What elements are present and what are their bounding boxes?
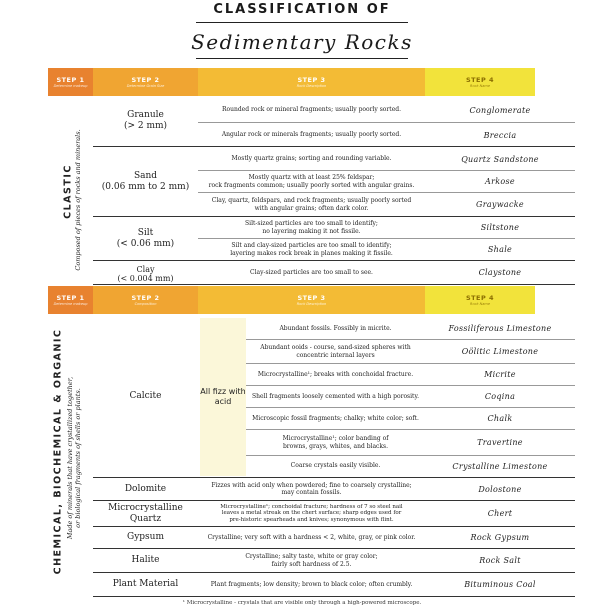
size-range: (< 0.004 mm) xyxy=(117,274,174,283)
rock-name-micrite: Micrite xyxy=(484,370,516,379)
size-name: Sand xyxy=(133,171,158,181)
rock-name-chalk: Chalk xyxy=(487,414,513,423)
desc-conglomerate xyxy=(198,99,425,121)
step-label: STEP 1 xyxy=(56,294,85,302)
desc-claystone xyxy=(198,261,425,284)
chemical-side-subtitle-1: Made of minerals that have crystallized together, xyxy=(66,376,74,540)
step-desc: Determine Grain Size xyxy=(126,84,165,88)
separator xyxy=(93,596,575,597)
desc-graywacke xyxy=(198,193,425,216)
step-desc: Rock Name xyxy=(470,84,490,88)
desc-line: Shell fragments loosely cemented with a high porosity. xyxy=(252,392,419,400)
chemical-section xyxy=(48,286,575,598)
rock-name-quartz-sandstone: Quartz Sandstone xyxy=(461,154,539,164)
size-clay xyxy=(93,262,198,286)
desc-line: Microcrystalline¹; breaks with conchoidal fracture. xyxy=(257,370,414,378)
desc-travertine xyxy=(246,430,425,455)
desc-breccia xyxy=(198,124,425,146)
step-desc: Rock Description xyxy=(296,84,327,88)
desc-line: Mostly quartz with at least 25% feldspar; xyxy=(248,174,375,181)
rock-name-breccia: Breccia xyxy=(483,130,517,140)
rock-name-chert: Chert xyxy=(487,509,513,518)
clastic-step2-header xyxy=(93,68,198,96)
desc-line: layering makes rock break in planes making it fissile. xyxy=(230,249,393,257)
desc-dolostone xyxy=(198,478,425,500)
desc-line: Silt and clay-sized particles are too small to identify; xyxy=(231,242,392,249)
size-range: (> 2 mm) xyxy=(123,121,168,131)
chemical-side-subtitle-2: or biological fragments of shells or plants. xyxy=(74,388,82,528)
size-name: Silt xyxy=(137,228,154,238)
rock-name-siltstone: Siltstone xyxy=(480,223,520,232)
rock-name-bituminous-coal: Bituminous Coal xyxy=(464,580,536,589)
composition-gypsum: Gypsum xyxy=(127,532,164,542)
desc-bituminous-coal xyxy=(198,573,425,596)
step-label: STEP 3 xyxy=(297,76,326,84)
chemical-side-title: CHEMICAL, BIOCHEMICAL & ORGANIC xyxy=(52,328,64,575)
composition-calcite: Calcite xyxy=(129,390,162,401)
rock-name-travertine: Travertine xyxy=(477,438,523,447)
desc-line: Clay, quartz, feldspars, and rock fragments; usually poorly sorted xyxy=(211,197,412,204)
footnote: ¹ Microcrystalline - crystals that are visible only through a high-powered microscope. xyxy=(182,600,422,606)
step-label: STEP 1 xyxy=(56,76,85,84)
desc-line: browns, grays, whites, and blacks. xyxy=(282,442,389,450)
clastic-side-subtitle: Composed of pieces of rocks and minerals. xyxy=(74,129,82,271)
page-title: Sedimentary Rocks xyxy=(191,30,413,54)
rock-name-dolostone: Dolostone xyxy=(478,484,522,494)
composition-microcrystalline-quartz: Microcrystalline Quartz xyxy=(108,502,183,524)
step-label: STEP 4 xyxy=(465,294,495,302)
desc-crystalline-limestone xyxy=(246,456,425,476)
desc-line: concentric internal layers xyxy=(296,351,375,359)
separator xyxy=(93,146,575,147)
desc-line: Microscopic fossil fragments; chalky; white color; soft. xyxy=(252,414,419,422)
step-label: STEP 2 xyxy=(131,76,160,84)
chemical-step1-header xyxy=(48,286,93,314)
step-label: STEP 4 xyxy=(465,76,495,84)
size-silt xyxy=(93,218,198,260)
desc-quartz-sandstone xyxy=(198,148,425,170)
clastic-step3-header xyxy=(198,68,425,96)
desc-micrite xyxy=(246,364,425,385)
desc-line: Crystalline; very soft with a hardness < 2, white, gray, or pink color. xyxy=(207,533,416,541)
desc-line: Clay-sized particles are too small to see. xyxy=(250,268,373,276)
size-name: Granule xyxy=(127,110,164,120)
step-label: STEP 3 xyxy=(297,294,326,302)
chemical-step2-header xyxy=(93,286,198,314)
desc-line: Abundant ooids - course, sand-sized spheres with xyxy=(260,344,411,351)
clastic-step4-header xyxy=(425,68,535,96)
clastic-step1-header xyxy=(48,68,93,96)
title-top: CLASSIFICATION OF xyxy=(213,2,391,17)
composition-plant-material: Plant Material xyxy=(112,579,179,589)
composition-halite: Halite xyxy=(131,555,160,565)
rock-name-arkose: Arkose xyxy=(485,177,515,186)
desc-line: Rounded rock or mineral fragments; usually poorly sorted. xyxy=(221,106,402,114)
clastic-section xyxy=(48,68,575,284)
desc-line: Abundant fossils. Fossibly in micrite. xyxy=(279,324,392,332)
chemical-step3-header xyxy=(198,286,425,314)
desc-chalk xyxy=(246,408,425,429)
title-rule-bottom xyxy=(196,58,408,59)
clastic-side-title: CLASTIC xyxy=(62,164,74,219)
step-desc: Rock Description xyxy=(296,302,327,306)
composition-dolomite: Dolomite xyxy=(124,483,167,494)
desc-rock-salt xyxy=(198,549,425,572)
step-desc: Composition xyxy=(134,302,157,306)
rock-name-graywacke: Graywacke xyxy=(476,200,524,209)
desc-fossiliferous-limestone xyxy=(246,318,425,339)
rock-name-oolitic-limestone: Oölitic Limestone xyxy=(461,347,539,356)
desc-rock-gypsum xyxy=(198,527,425,548)
title-rule-top xyxy=(196,22,408,23)
desc-line: Coarse crystals easily visible. xyxy=(290,462,381,470)
desc-arkose xyxy=(198,171,425,192)
rock-name-shale: Shale xyxy=(487,245,513,254)
rock-name-coqina: Coqina xyxy=(484,392,516,401)
separator xyxy=(93,284,575,285)
desc-line: Microcrystalline¹; color banding of xyxy=(282,435,389,442)
desc-line: Fizzes with acid only when powdered; fine to coarsely crystalline; xyxy=(211,481,412,489)
desc-line: no layering making it not fissile. xyxy=(262,227,361,235)
step-desc: Determine makeup xyxy=(53,302,88,306)
rock-name-crystalline-limestone: Crystalline Limestone xyxy=(452,461,548,471)
desc-line: Silt-sized particles are too small to identify; xyxy=(245,220,378,227)
rock-name-fossiliferous-limestone: Fossiliferous Limestone xyxy=(448,324,552,333)
desc-line: may contain fossils. xyxy=(281,489,342,496)
rock-name-rock-salt: Rock Salt xyxy=(479,556,521,565)
desc-line: rock fragments common; usually poorly sorted with angular grains. xyxy=(208,181,415,189)
desc-line: Microcrystalline¹; conchoidal fracture; hardness of 7 so steel nail xyxy=(220,503,403,510)
desc-coqina xyxy=(246,386,425,407)
desc-line: Mostly quartz grains; sorting and rounding variable. xyxy=(231,155,392,163)
chemical-step4-header xyxy=(425,286,535,314)
desc-line: fairly soft hardness of 2.5. xyxy=(271,560,352,568)
desc-siltstone xyxy=(198,217,425,238)
desc-oolitic-limestone xyxy=(246,340,425,363)
size-range: (0.06 mm to 2 mm) xyxy=(101,182,190,192)
size-granule xyxy=(93,98,198,144)
size-name: Clay xyxy=(136,265,155,274)
desc-chert xyxy=(198,501,425,526)
desc-line: pre-historic spearheads and knives; synonymous with flint. xyxy=(229,516,394,523)
fizz-note: All fizz with acid xyxy=(200,318,246,476)
desc-line: leaves a metal streak on the chert surface; sharp edges used for xyxy=(221,510,402,517)
desc-line: Crystalline; salty taste, white or gray color; xyxy=(245,553,378,560)
rock-name-conglomerate: Conglomerate xyxy=(469,105,531,115)
desc-line: Plant fragments; low density; brown to black color; often crumbly. xyxy=(210,580,413,588)
size-range: (< 0.06 mm) xyxy=(116,239,175,249)
desc-line: Angular rock or minerals fragments; usually poorly sorted. xyxy=(221,131,402,139)
rock-name-claystone: Claystone xyxy=(478,268,522,277)
step-label: STEP 2 xyxy=(131,294,160,302)
desc-line: with angular grains; often dark color. xyxy=(254,204,369,212)
rock-name-rock-gypsum: Rock Gypsum xyxy=(470,533,530,542)
size-sand xyxy=(93,148,198,216)
step-desc: Rock Name xyxy=(470,302,490,306)
step-desc: Determine makeup xyxy=(53,84,88,88)
row-separator xyxy=(198,122,575,123)
desc-shale xyxy=(198,239,425,260)
